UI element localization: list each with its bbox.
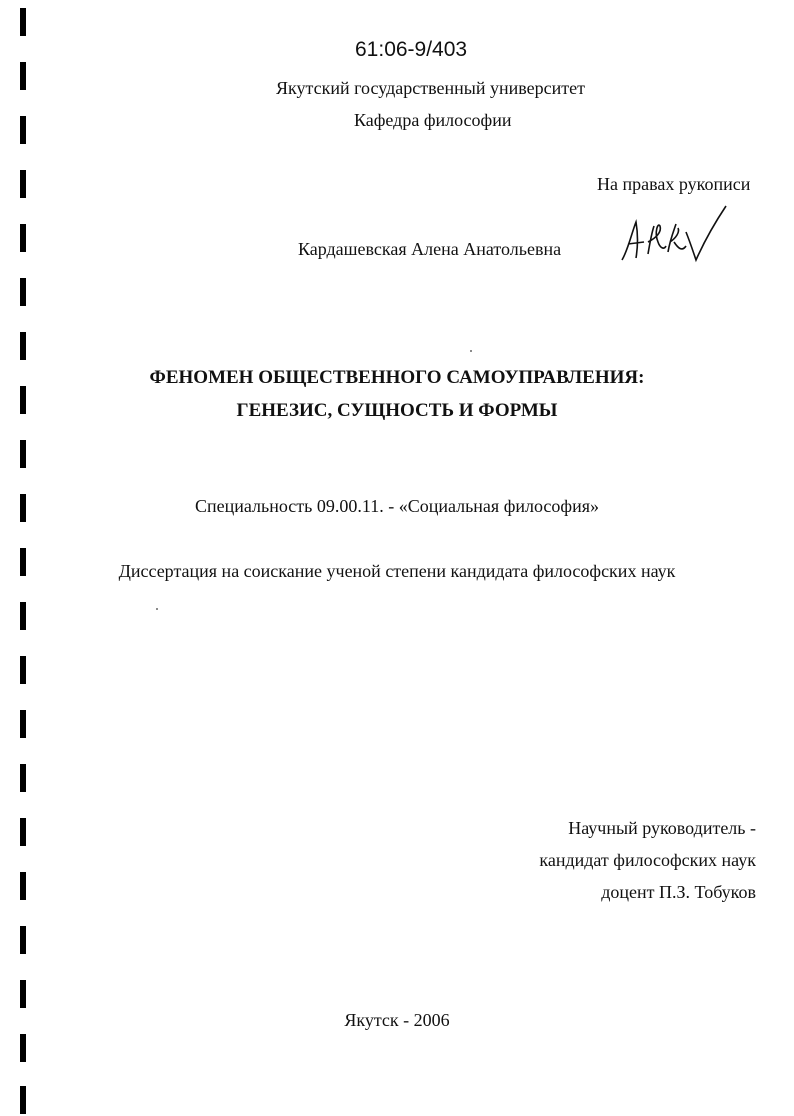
binding-mark xyxy=(20,332,26,360)
binding-mark xyxy=(20,224,26,252)
department-name: Кафедра философии xyxy=(354,110,512,130)
binding-mark xyxy=(20,8,26,36)
binding-mark xyxy=(20,1086,26,1114)
binding-mark xyxy=(20,926,26,954)
scan-speck xyxy=(156,608,158,610)
binding-mark xyxy=(20,278,26,306)
binding-mark xyxy=(20,656,26,684)
title-line-2: ГЕНЕЗИС, СУЩНОСТЬ И ФОРМЫ xyxy=(236,400,558,421)
binding-marks xyxy=(18,0,30,1116)
archive-code: 61:06-9/403 xyxy=(355,38,468,61)
binding-mark xyxy=(20,116,26,144)
binding-mark xyxy=(20,980,26,1008)
binding-mark xyxy=(20,1034,26,1062)
binding-mark xyxy=(20,170,26,198)
title-line-1: ФЕНОМЕН ОБЩЕСТВЕННОГО САМОУПРАВЛЕНИЯ: xyxy=(149,367,645,388)
city-year: Якутск - 2006 xyxy=(344,1010,450,1030)
signature xyxy=(614,202,734,268)
binding-mark xyxy=(20,872,26,900)
university-name: Якутский государственный университет xyxy=(276,78,585,98)
binding-mark xyxy=(20,764,26,792)
binding-mark xyxy=(20,62,26,90)
dissertation-statement: Диссертация на соискание ученой степени кандидата философских наук xyxy=(118,561,676,581)
manuscript-note: На правах рукописи xyxy=(597,174,751,194)
supervisor-name: доцент П.З. Тобуков xyxy=(601,882,756,902)
binding-mark xyxy=(20,710,26,738)
supervisor-role: Научный руководитель - xyxy=(568,818,756,838)
scan-speck xyxy=(470,350,472,352)
specialty: Специальность 09.00.11. - «Социальная философия» xyxy=(194,496,599,516)
supervisor-degree: кандидат философских наук xyxy=(539,850,756,870)
binding-mark xyxy=(20,440,26,468)
binding-mark xyxy=(20,818,26,846)
binding-mark xyxy=(20,602,26,630)
author-name: Кардашевская Алена Анатольевна xyxy=(298,239,562,259)
